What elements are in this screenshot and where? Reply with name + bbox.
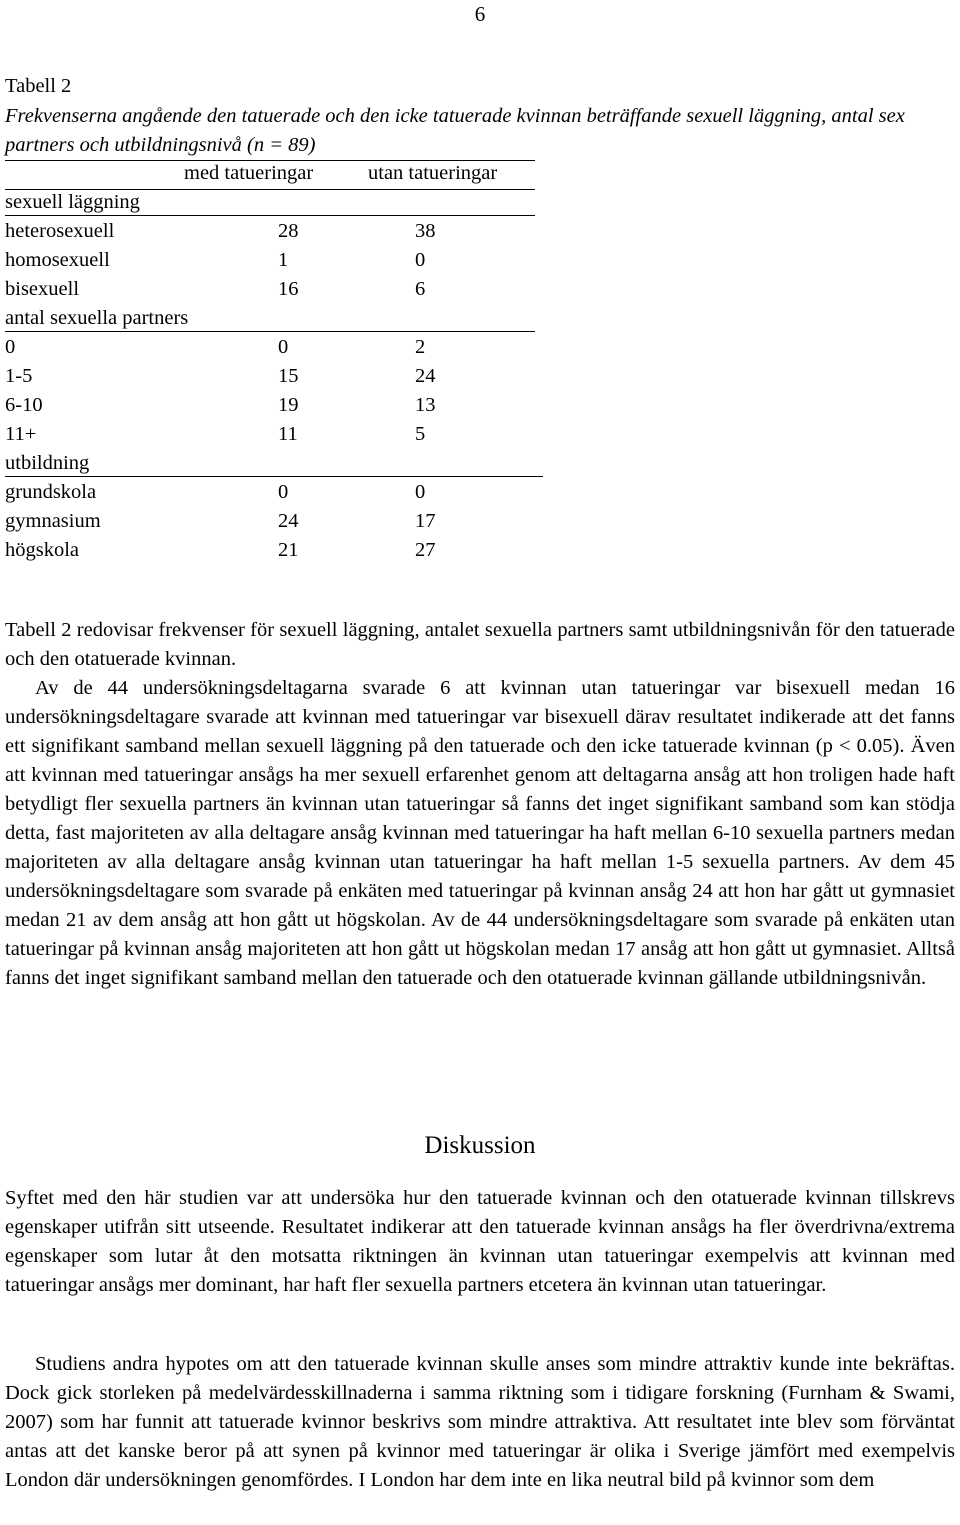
- section-rule: [5, 215, 535, 216]
- col-header-without: utan tatueringar: [368, 162, 498, 184]
- table-title: Frekvenserna angående den tatuerade och den icke tatuerade kvinnan beträffande sexuell läggning, antal sex partners och utbildningsnivå (n = 89): [5, 105, 905, 156]
- col-header-with: med tatueringar: [184, 162, 314, 184]
- page-number: 6: [474, 2, 486, 26]
- discussion-heading: Diskussion: [424, 1132, 536, 1159]
- results-paragraph-1: Tabell 2 redovisar frekvenser för sexuell läggning, antalet sexuella partners samt utbildningsnivån för den tatuerade och den otatuerade kvinnan.: [5, 619, 955, 670]
- section-rule: [5, 476, 543, 477]
- discussion-paragraph-2: Studiens andra hypotes om att den tatuerade kvinnan skulle anses som mindre attraktiv kunde inte bekräftas. Dock gick storleken på medelvärdesskillnaderna i samma riktning som i tidigare forskning (Furnham & Swami, 2007) som har funnit att tatuerade kvinnor beskrivs som mindre attraktiva. Att resultatet inte blev som förväntat antas att det kanske beror på att synen på kvinnor med tatueringar är olika i Sverige jämfört med exempelvis London där undersökningen genomfördes. I London har dem inte en lika neutral bild på kvinnor som dem: [5, 1353, 955, 1491]
- section-rule: [5, 331, 535, 332]
- table-label: Tabell 2: [5, 75, 72, 97]
- results-paragraph-2: Av de 44 undersökningsdeltagarna svarade 6 att kvinnan utan tatueringar var bisexuell medan 16 undersökningsdeltagare svarade att kvinnan med tatueringar var bisexuell därav resultatet indikerade att det fanns ett signifikant samband mellan sexuell läggning på den tatuerade och den icke tatuerade kvinnan (p < 0.05). Även att kvinnan med tatueringar ansågs ha mer sexuell erfarenhet genom att deltagarna ansåg att hon troligen hade haft betydligt fler sexuella partners än kvinnan utan tatueringar så fanns det inget signifikant samband som kan stödja detta, fast majoriteten av alla deltagare ansåg kvinnan med tatueringar ha haft mellan 6-10 sexuella partners medan majoriteten av alla deltagare ansåg kvinnan utan tatueringar ha haft mellan 1-5 sexuella partners. Av dem 45 undersökningsdeltagare som svarade på enkäten med tatueringar på kvinnan ansåg 24 att hon har gått ut gymnasiet medan 21 av dem ansåg att hon gått ut högskolan. Av de 44 undersökningsdeltagare som svarade på enkäten utan tatueringar på kvinnan ansåg majoriteten att hon gått ut högskolan medan 17 ansåg att hon gått ut gymnasiet. Alltså fanns det inget signifikant samband mellan den tatuerade och den otatuerade kvinnan gällande utbildningsnivån.: [5, 677, 955, 989]
- discussion-paragraph-1: Syftet med den här studien var att undersöka hur den tatuerade kvinnan och den otatuerade kvinnan tillskrevs egenskaper utifrån sitt utseende. Resultatet indikerar att den tatuerade kvinnan ansågs ha fler överdrivna/extrema egenskaper som lutar åt den motsatta riktningen än kvinnan utan tatueringar exempelvis att kvinnan med tatueringar ansågs mer dominant, har haft fler sexuella partners etcetera än kvinnan utan tatueringar.: [5, 1187, 955, 1296]
